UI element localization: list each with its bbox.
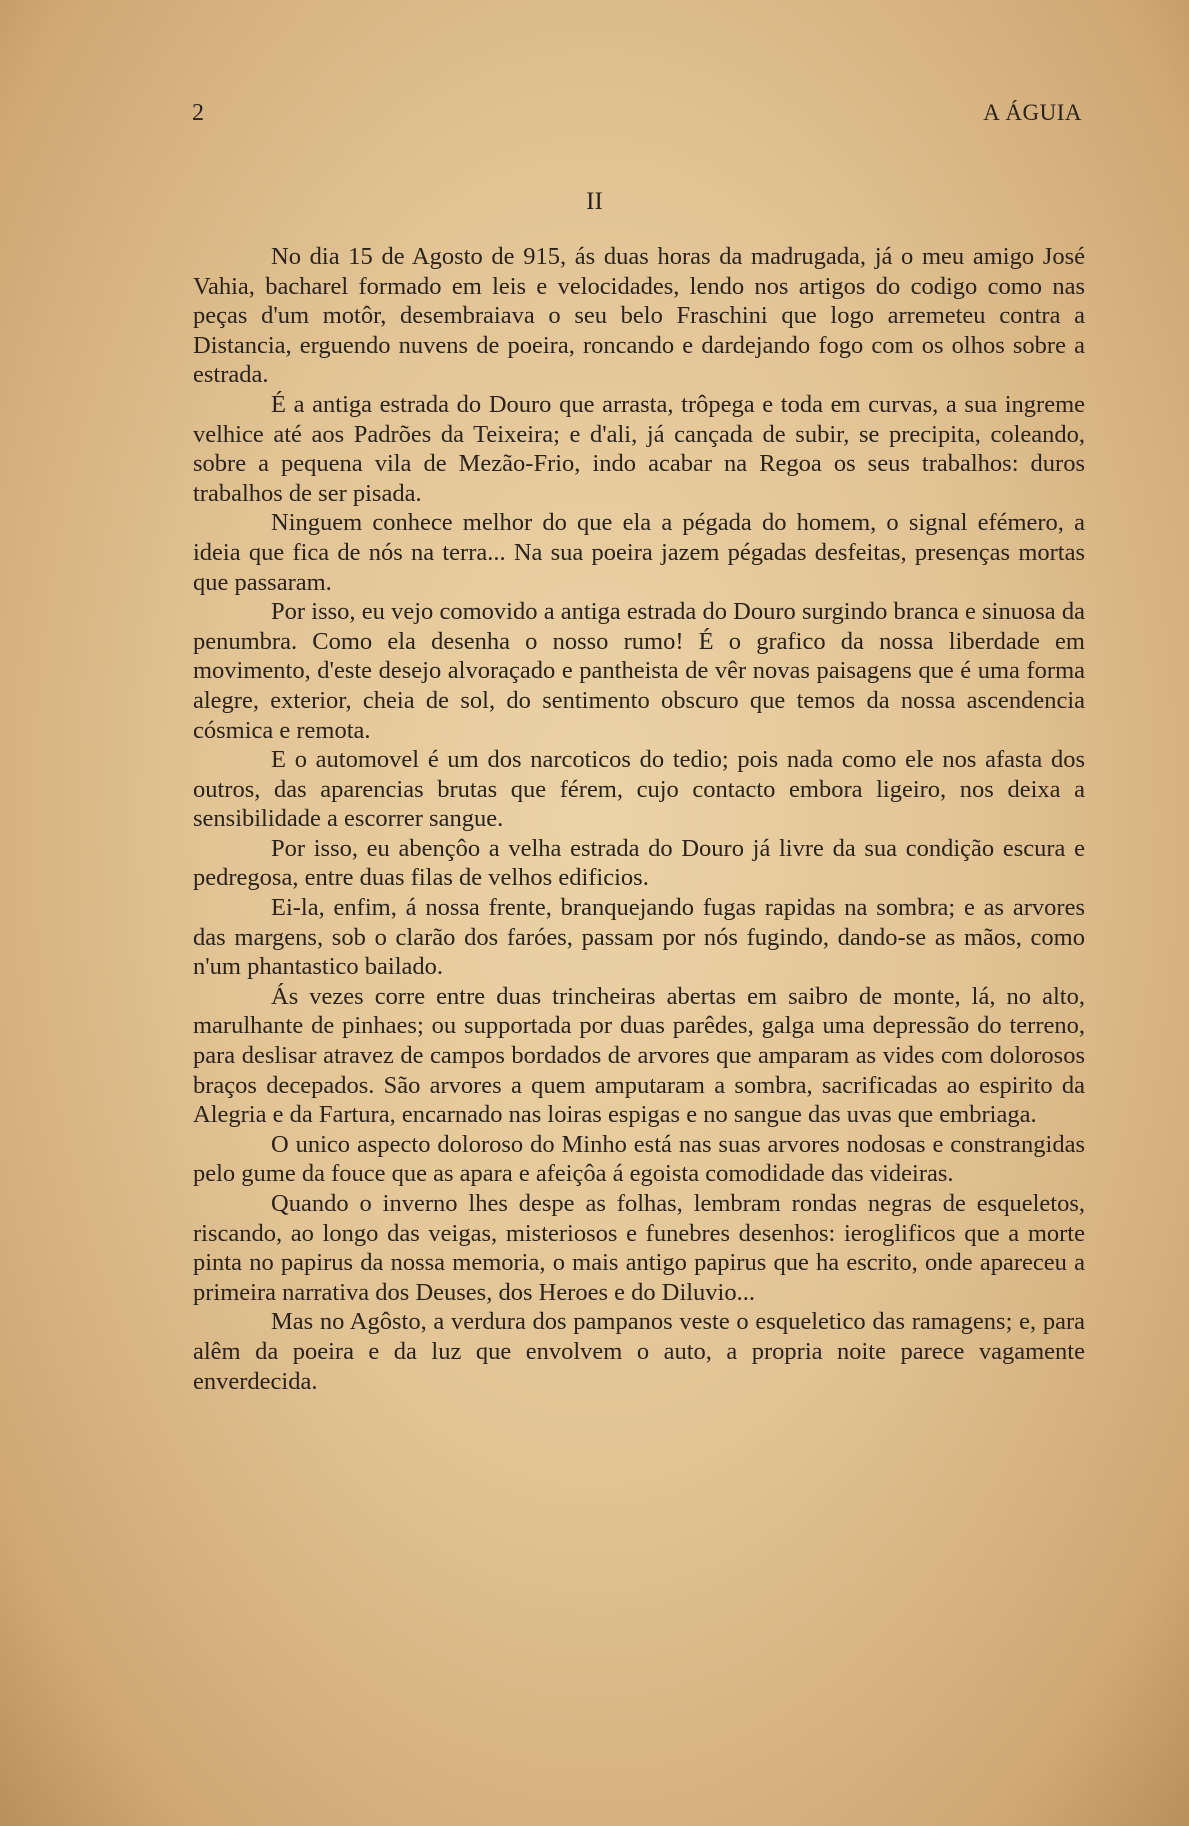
page-number: 2 bbox=[192, 100, 204, 126]
paragraph: Quando o inverno lhes despe as folhas, lembram rondas negras de esqueletos, riscando, ao longo das veigas, misteriosos e funebres desenhos: ieroglificos que a morte pinta no papirus da nossa memoria, o mais antigo papirus que ha escrito, onde apareceu a primeira narrativa dos Deuses, dos Heroes e do Diluvio... bbox=[193, 1190, 1085, 1306]
journal-title: A ÁGUIA bbox=[983, 100, 1082, 125]
body-text bbox=[193, 242, 1085, 1396]
paragraph: Mas no Agôsto, a verdura dos pampanos veste o esqueletico das ramagens; e, para alêm da poeira e da luz que envolvem o auto, a propria noite parece vagamente enverdecida. bbox=[193, 1308, 1085, 1395]
paragraph: Por isso, eu vejo comovido a antiga estrada do Douro surgindo branca e sinuosa da penumbra. Como ela desenha o nosso rumo! É o grafico da nossa liberdade em movimento, d'este desejo alvoraçado e pantheista de vêr novas paisagens que é uma forma alegre, exterior, cheia de sol, do sentimento obscuro que temos da nossa ascendencia cósmica e remota. bbox=[193, 598, 1085, 744]
paragraph: Ás vezes corre entre duas trincheiras abertas em saibro de monte, lá, no alto, marulhante de pinhaes; ou supportada por duas parêdes, galga uma depressão do terreno, para deslisar atravez de campos bordados de arvores que amparam as vides com dolorosos braços decepados. São arvores a quem amputaram a sombra, sacrificadas ao espirito da Alegria e da Fartura, encarnado nas loiras espigas e no sangue das uvas que embriaga. bbox=[193, 982, 1085, 1129]
running-head bbox=[192, 100, 1082, 130]
paragraph: O unico aspecto doloroso do Minho está nas suas arvores nodosas e constrangidas pelo gume da fouce que as apara e afeiçôa á egoista comodidade das videiras. bbox=[193, 1130, 1085, 1188]
paragraph: É a antiga estrada do Douro que arrasta, trôpega e toda em curvas, a sua ingreme velhice até aos Padrões da Teixeira; e d'ali, já cançada de subir, se precipita, coleando, sobre a pequena vila de Mezão-Frio, indo acabar na Regoa os seus trabalhos: duros trabalhos de ser pisada. bbox=[193, 390, 1085, 507]
paragraph: Ei-la, enfim, á nossa frente, branquejando fugas rapidas na sombra; e as arvores das margens, sob o clarão dos faróes, passam por nós fugindo, dando-se as mãos, como n'um phantastico bailado. bbox=[193, 894, 1085, 981]
paragraph: Por isso, eu abençôo a velha estrada do Douro já livre da sua condição escura e pedregosa, entre duas filas de velhos edificios. bbox=[193, 834, 1085, 892]
paragraph: Ninguem conhece melhor do que ela a pégada do homem, o signal efémero, a ideia que fica de nós na terra... Na sua poeira jazem pégadas desfeitas, presenças mortas que passaram. bbox=[193, 509, 1085, 596]
paragraph: No dia 15 de Agosto de 915, ás duas horas da madrugada, já o meu amigo José Vahia, bacharel formado em leis e velocidades, lendo nos artigos do codigo como nas peças d'um motôr, desembraiava o seu belo Fraschini que logo arremeteu contra a Distancia, erguendo nuvens de poeira, roncando e dardejando fogo com os olhos sobre a estrada. bbox=[193, 243, 1085, 389]
paragraph: E o automovel é um dos narcoticos do tedio; pois nada como ele nos afasta dos outros, das aparencias brutas que férem, cujo contacto embora ligeiro, nos deixa a sensibilidade a escorrer sangue. bbox=[193, 746, 1085, 833]
section-numeral: II bbox=[586, 188, 603, 215]
